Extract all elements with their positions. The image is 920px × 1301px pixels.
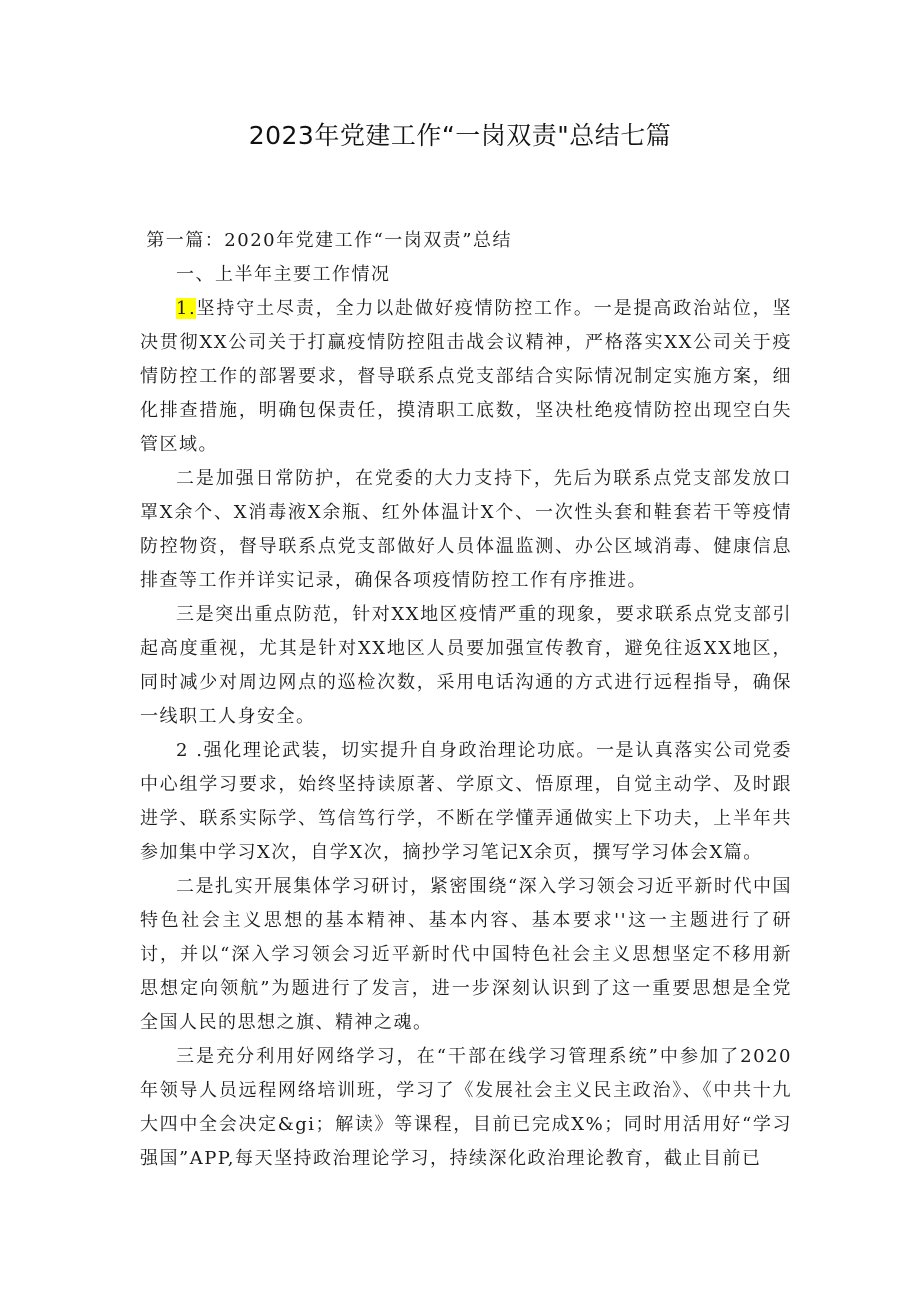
- paragraph: 三是突出重点防范，针对XX地区疫情严重的现象，要求联系点党支部引起高度重视，尤其是针对XX地区人员要加强宣传教育，避免往返XX地区，同时减少对周边网点的巡检次数，采用电话沟通的方式进行远程指导，确保一线职工人身安全。: [140, 604, 792, 727]
- paragraph: 2 .强化理论武装，切实提升自身政治理论功底。一是认真落实公司党委中心组学习要求，始终坚持读原著、学原文、悟原理，自觉主动学、及时跟进学、联系实际学、笃信笃行学，不断在学懂弄通做实上下功夫，上半年共参加集中学习X次，自学X次，摘抄学习笔记X余页，撰写学习体会X篇。: [140, 740, 792, 863]
- paragraph-text: 坚持守土尽责，全力以赴做好疫情防控工作。一是提高政治站位，坚决贯彻XX公司关于打赢疫情防控阻击战会议精神，严格落实XX公司关于疫情防控工作的部署要求，督导联系点党支部结合实际情况制定实施方案，细化排查措施，明确包保责任，摸清职工底数，坚决杜绝疫情防控出现空白失管区域。: [140, 298, 792, 455]
- paragraph: 二是加强日常防护，在党委的大力支持下，先后为联系点党支部发放口罩X余个、X消毒液X余瓶、红外体温计X个、一次性头套和鞋套若干等疫情防控物资，督导联系点党支部做好人员体温监测、办公区域消毒、健康信息排查等工作并详实记录，确保各项疫情防控工作有序推进。: [140, 468, 792, 591]
- paragraph: 三是充分利用好网络学习，在“干部在线学习管理系统”中参加了2020年领导人员远程网络培训班，学习了《发展社会主义民主政治》、《中共十九大四中全会决定&gi；解读》等课程，目前已完成X%；同时用活用好“学习强国”APP,每天坚持政治理论学习，持续深化政治理论教育，截止目前已: [140, 1046, 792, 1169]
- highlighted-item-number: 1.: [176, 298, 197, 319]
- section-heading: 第一篇：2020年党建工作“一岗双责”总结: [146, 230, 513, 251]
- paragraph: 二是扎实开展集体学习研讨，紧密围绕“深入学习领会习近平新时代中国特色社会主义思想的基本精神、基本内容、基本要求''这一主题进行了研讨，并以“深入学习领会习近平新时代中国特色社会主义思想坚定不移用新思想定向领航”为题进行了发言，进一步深刻认识到了这一重要思想是全党全国人民的思想之旗、精神之魂。: [140, 876, 792, 1033]
- document-title: 2023年党建工作“一岗双责"总结七篇: [248, 121, 672, 150]
- document-body: [140, 224, 792, 1176]
- subheading: 一、上半年主要工作情况: [176, 264, 391, 285]
- paragraph: [140, 292, 792, 462]
